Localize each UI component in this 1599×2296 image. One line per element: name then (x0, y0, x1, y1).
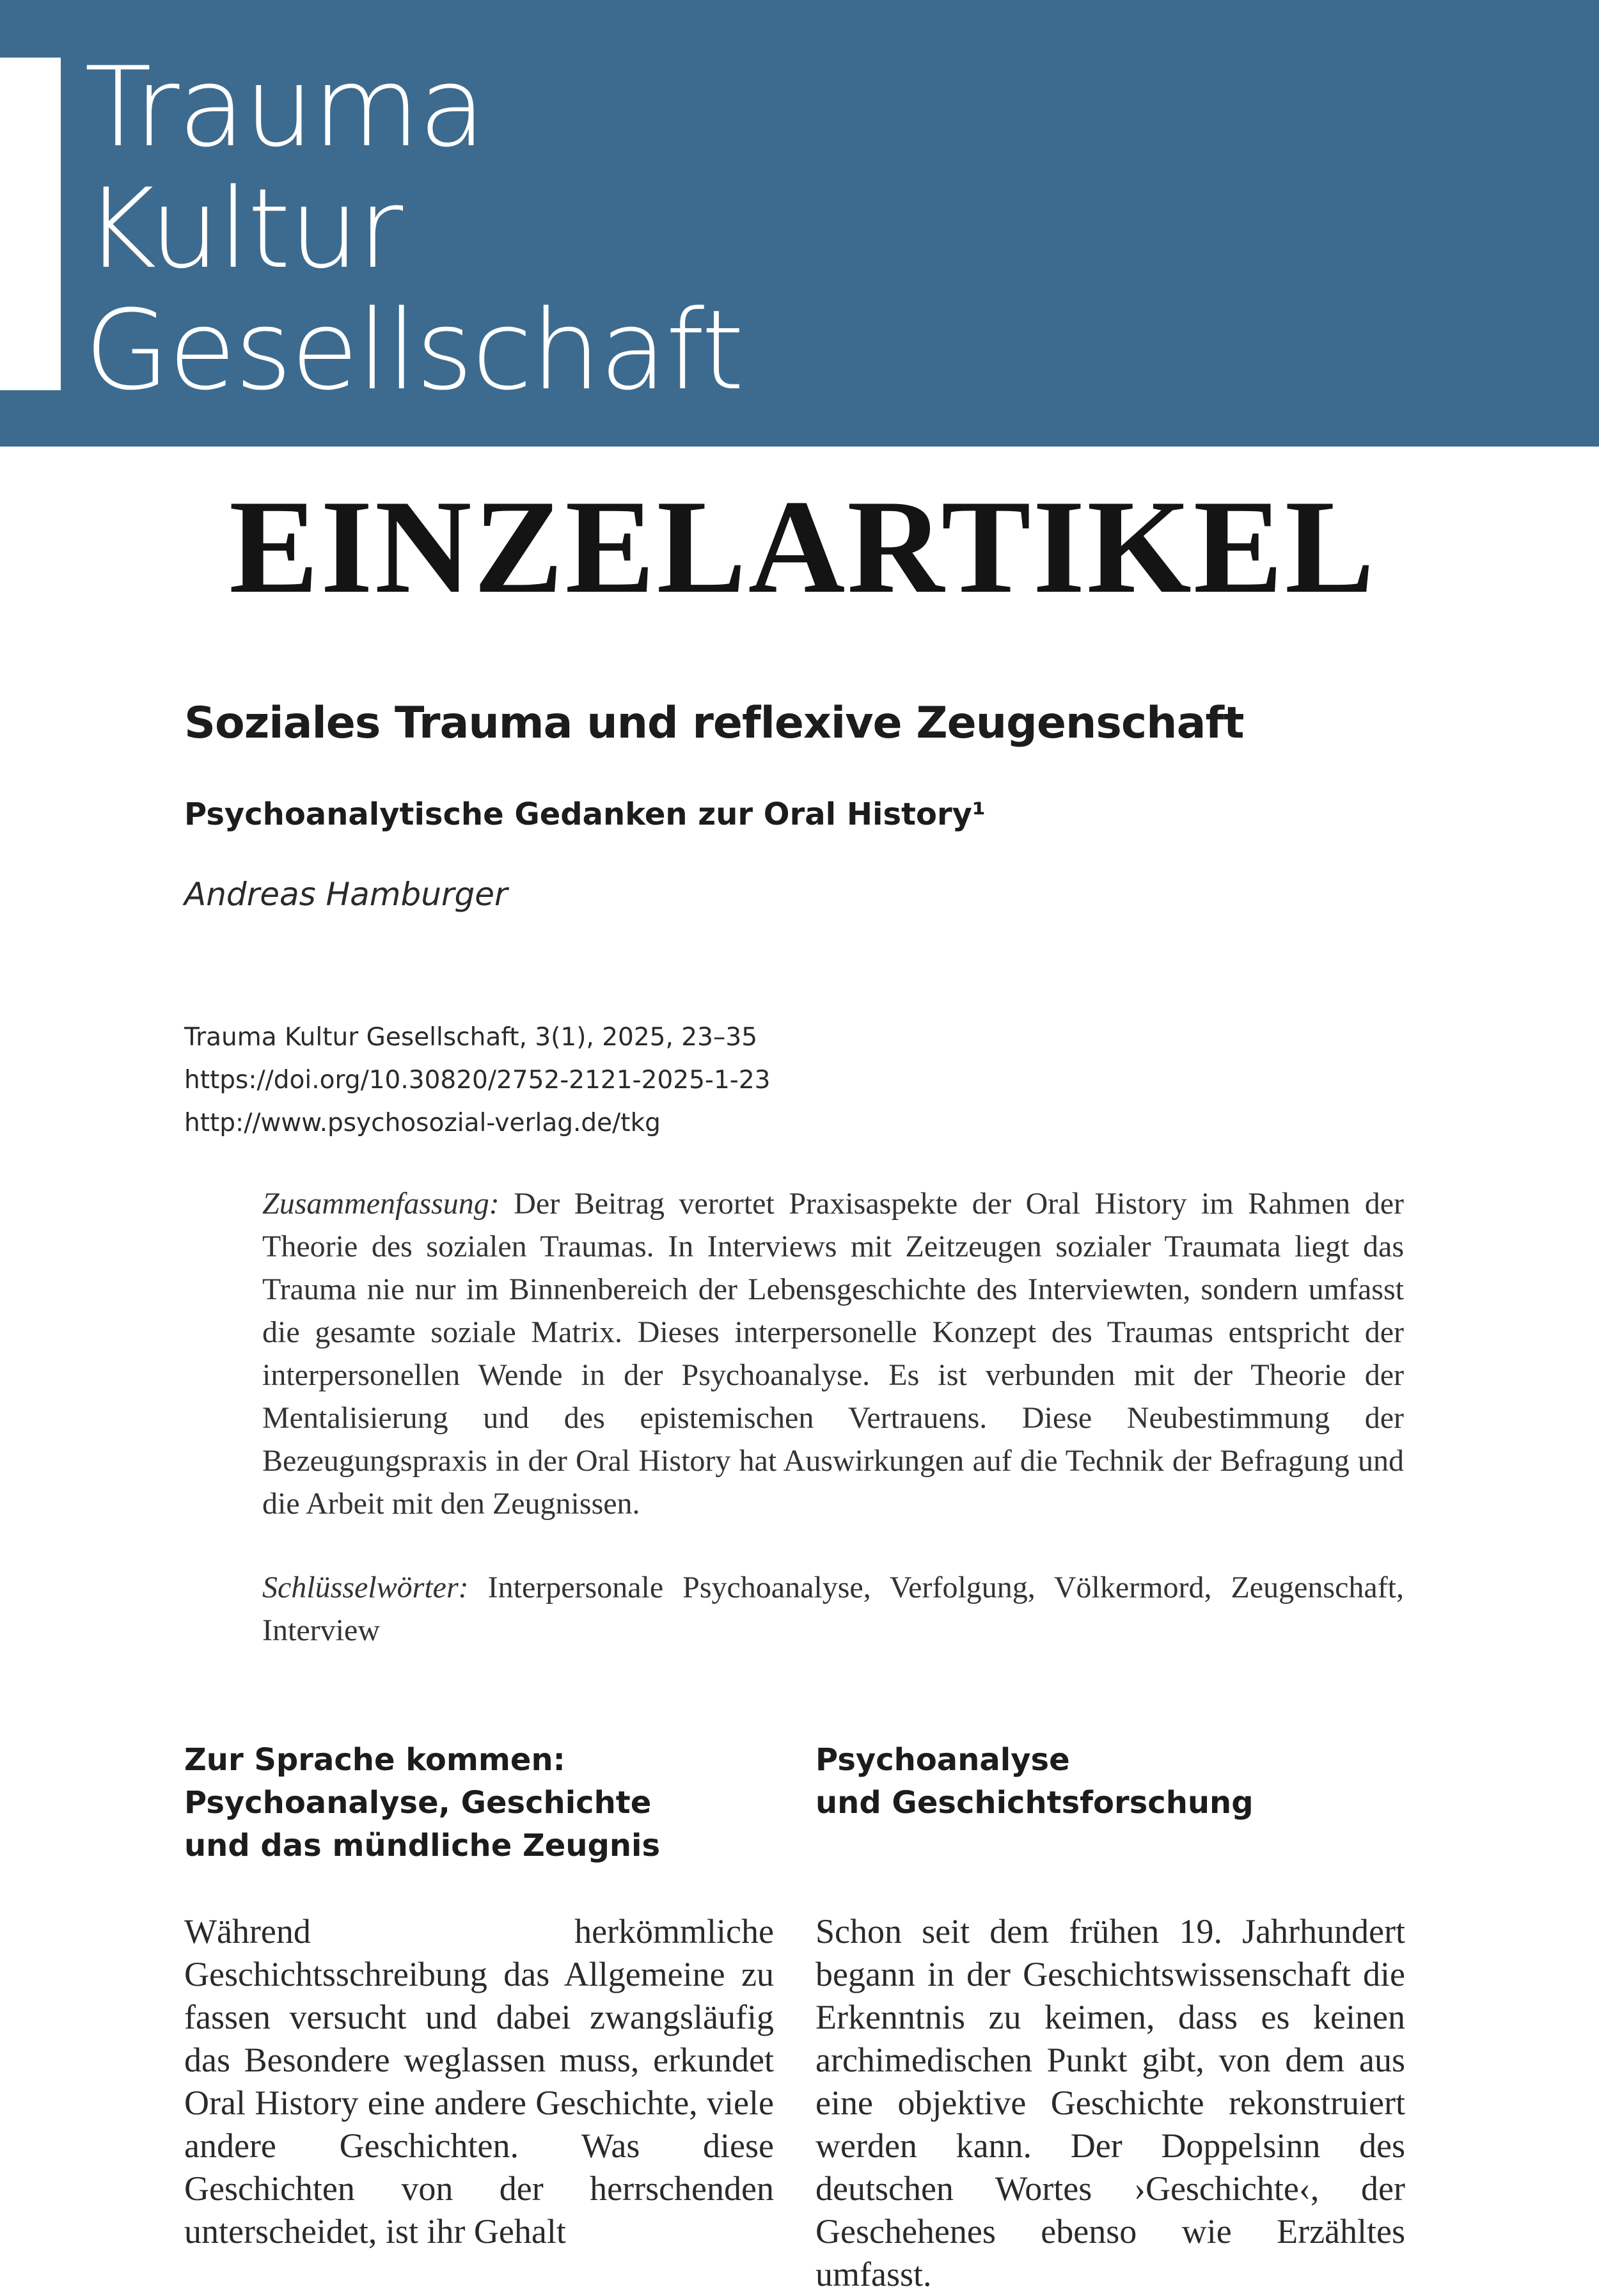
section-heading-line: Zur Sprache kommen: (184, 1742, 565, 1778)
section-heading-line: und Geschichtsforschung (815, 1785, 1254, 1821)
section-body-left: Während herkömmliche Geschichtsschreibung das Allgemeine zu fassen versucht und dabei zwangsläufig das Besondere weglassen muss, erkundet Oral History eine andere Geschichte, viele andere Geschichten. Was diese Geschichten von der herrschenden unterscheidet, ist ihr Gehalt (184, 1912, 774, 2251)
abstract-text: Der Beitrag verortet Praxisaspekte der Oral History im Rahmen der Theorie des sozialen Traumas. In Interviews mit Zeitzeugen sozialer Traumata liegt das Trauma nie nur im Binnenbereich der Lebensgeschichte des Interviewten, sondern umfasst die gesamte soziale Matrix. Dieses interpersonelle Konzept des Traumas entspricht der interpersonellen Wende in der Psychoanalyse. Es ist verbunden mit der Theorie der Mentalisierung und des epistemischen Vertrauens. Diese Neubestimmung der Bezeugungspraxis in der Oral History hat Auswirkungen auf die Technik der Befragung und die Arbeit mit den Zeugnissen. (262, 1187, 1404, 1521)
abstract-label: Zusammenfassung: (262, 1187, 500, 1221)
column-right (815, 1739, 1405, 2296)
article-title: Soziales Trauma und reflexive Zeugenschaft (184, 698, 1244, 748)
keywords-label: Schlüsselwörter: (262, 1571, 469, 1604)
keywords (262, 1566, 1404, 1652)
citation-publisher-link[interactable]: http://www.psychosozial-verlag.de/tkg (184, 1109, 661, 1137)
section-heading-line: Psychoanalyse, Geschichte (184, 1785, 652, 1821)
article-type-banner: EINZELARTIKEL (229, 473, 1376, 621)
journal-title-line-3: Gesellschaft (84, 286, 743, 415)
citation-reference: Trauma Kultur Gesellschaft, 3(1), 2025, 23–35 (184, 1023, 758, 1052)
journal-title-line-2: Kultur (84, 164, 402, 293)
citation-block (184, 1016, 1335, 1144)
header-accent-bar (0, 58, 61, 390)
journal-title-line-1: Trauma (84, 43, 485, 171)
section-heading-line: und das mündliche Zeugnis (184, 1828, 661, 1864)
section-heading-right (815, 1739, 1405, 1825)
section-body-right: Schon seit dem frühen 19. Jahrhundert begann in der Geschichtswissenschaft die Erkenntnis zu keimen, dass es keinen archimedischen Punkt gibt, von dem aus eine objektive Geschichte rekonstruiert werden kann. Der Doppelsinn des deutschen Wortes ›Geschichte‹, der Geschehenes ebenso wie Erzähltes umfasst. (815, 1912, 1405, 2293)
article-subtitle: Psychoanalytische Gedanken zur Oral History¹ (184, 796, 986, 832)
section-heading-left (184, 1739, 774, 1867)
keywords-text: Interpersonale Psychoanalyse, Verfolgung, Völkermord, Zeugenschaft, Interview (262, 1571, 1405, 1647)
column-left (184, 1739, 774, 2253)
article-author: Andreas Hamburger (184, 876, 508, 913)
journal-header (0, 0, 1599, 447)
citation-doi-link[interactable]: https://doi.org/10.30820/2752-2121-2025-1-23 (184, 1066, 771, 1095)
section-heading-line: Psychoanalyse (815, 1742, 1070, 1778)
abstract (262, 1182, 1404, 1525)
